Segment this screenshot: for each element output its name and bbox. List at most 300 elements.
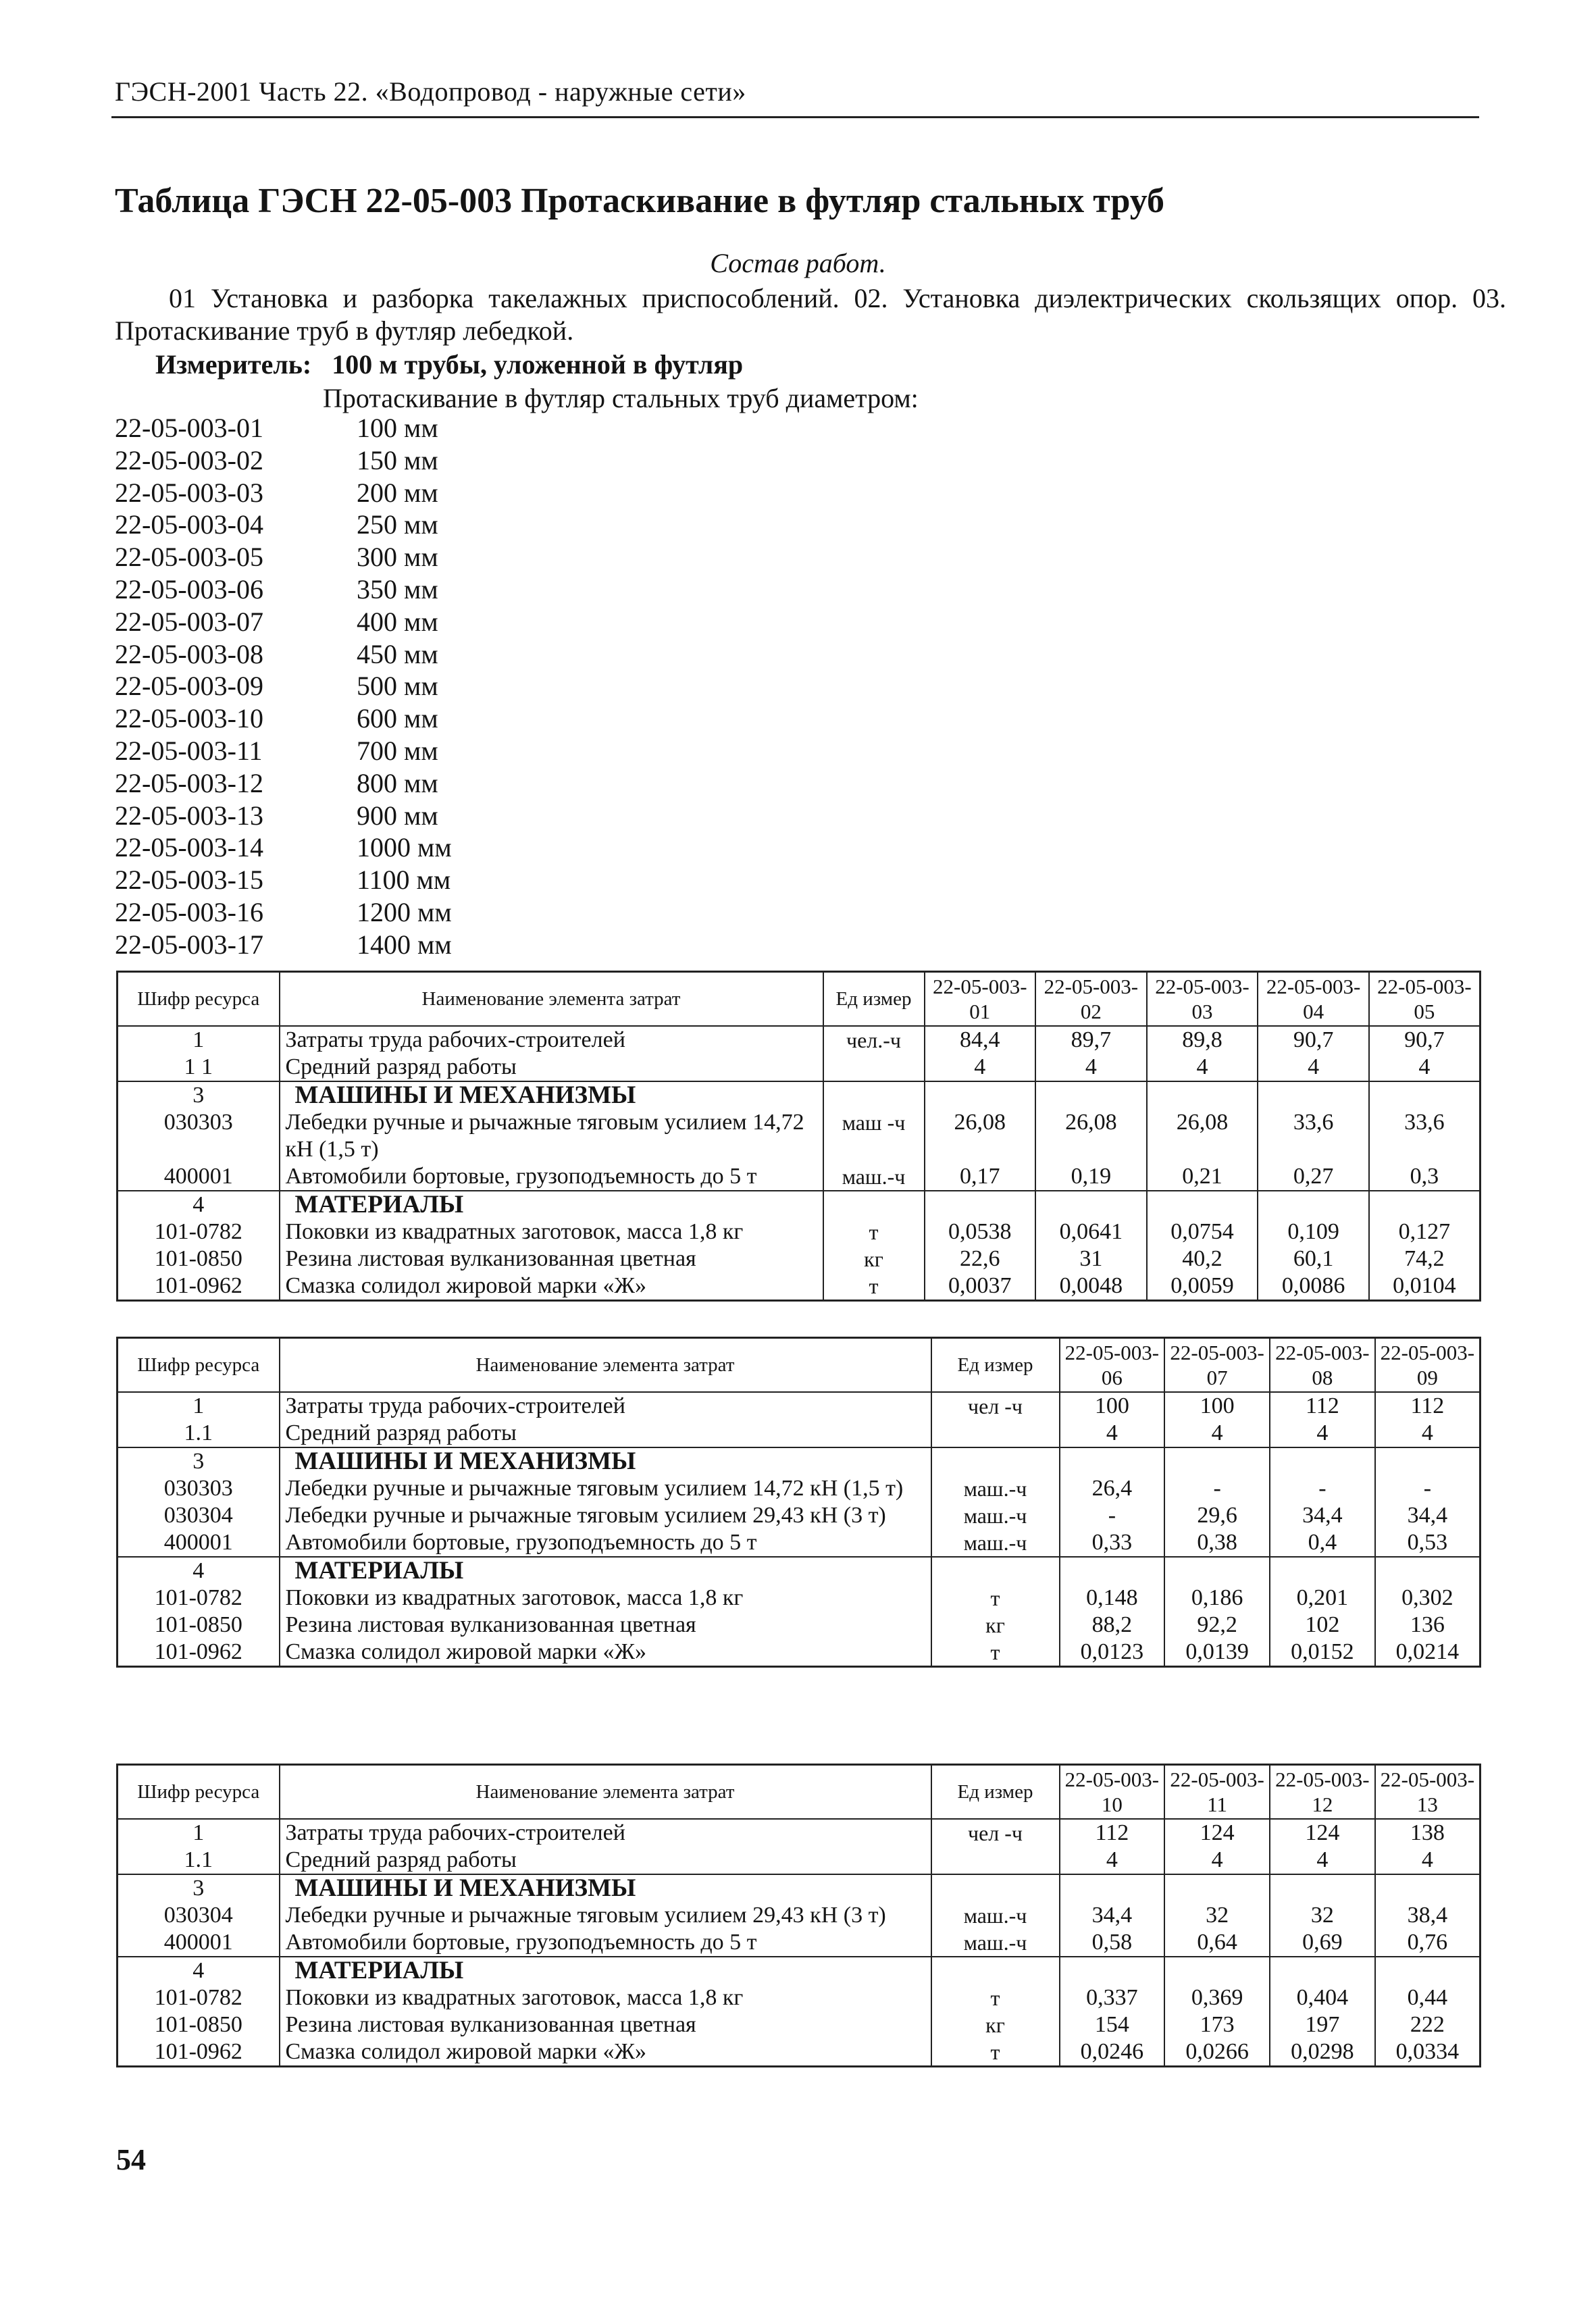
value-cell: 60,1 <box>1258 1245 1369 1272</box>
norm-code-row <box>115 606 588 638</box>
column-header-resource: Шифр ресурса <box>118 1765 280 1820</box>
value-cell: 4 <box>1375 1420 1481 1447</box>
value-cell: 32 <box>1270 1902 1375 1929</box>
unit-cell: маш.-ч <box>931 1475 1060 1502</box>
norm-code: 22-05-003-03 <box>115 477 263 508</box>
value-cell <box>1270 1957 1375 1984</box>
resource-name: Смазка солидол жировой марки «Ж» <box>280 1639 931 1667</box>
resource-code: 400001 <box>118 1929 280 1957</box>
value-cell: 0,3 <box>1369 1163 1481 1191</box>
resource-code: 1 1 <box>118 1054 280 1081</box>
value-cell <box>1375 1557 1481 1585</box>
column-header-unit: Ед измер <box>931 1765 1060 1820</box>
section-row <box>118 1557 1481 1585</box>
value-cell: 4 <box>1270 1420 1375 1447</box>
unit-cell <box>931 1447 1060 1475</box>
value-cell: 0,148 <box>1060 1585 1165 1612</box>
norm-code-row <box>115 444 588 477</box>
value-cell: 102 <box>1270 1612 1375 1639</box>
value-cell: 22,6 <box>925 1245 1036 1272</box>
value-cell <box>1258 1191 1369 1218</box>
value-cell: 0,0246 <box>1060 2038 1165 2067</box>
value-cell <box>1060 1447 1165 1475</box>
value-cell <box>925 1081 1036 1109</box>
unit-cell: маш.-ч <box>931 1902 1060 1929</box>
value-cell: 0,17 <box>925 1163 1036 1191</box>
section-row <box>118 1874 1481 1902</box>
norm-code: 22-05-003-14 <box>115 832 263 863</box>
unit-cell: маш.-ч <box>931 1502 1060 1529</box>
norm-code-row <box>115 412 588 444</box>
resource-name: Автомобили бортовые, грузоподъемность до 5 т <box>280 1529 931 1557</box>
resource-code: 030303 <box>118 1475 280 1502</box>
resource-code: 101-0782 <box>118 1984 280 2011</box>
measure-value: 100 м трубы, уложенной в футляр <box>332 349 744 380</box>
norm-code-row <box>115 638 588 671</box>
resource-name: Средний разряд работы <box>280 1847 931 1874</box>
value-cell <box>1147 1191 1258 1218</box>
norm-code: 22-05-003-16 <box>115 896 263 927</box>
unit-cell: т <box>931 1984 1060 2011</box>
column-header-resource: Шифр ресурса <box>118 972 280 1027</box>
value-cell <box>1369 1191 1481 1218</box>
unit-cell <box>931 1847 1060 1874</box>
page-number: 54 <box>116 2143 146 2176</box>
column-header-norm-code: 22-05-003-06 <box>1060 1338 1165 1393</box>
value-cell <box>1270 1557 1375 1585</box>
header-rule <box>111 116 1479 118</box>
value-cell: 100 <box>1060 1392 1165 1420</box>
value-cell: 124 <box>1270 1819 1375 1847</box>
norm-diameter: 250 мм <box>357 509 438 540</box>
norm-diameter: 700 мм <box>357 735 438 766</box>
resource-code: 3 <box>118 1874 280 1902</box>
value-cell: - <box>1270 1475 1375 1502</box>
section-row <box>118 1081 1481 1109</box>
value-cell: 29,6 <box>1164 1502 1270 1529</box>
value-cell: 124 <box>1164 1819 1270 1847</box>
norm-code: 22-05-003-01 <box>115 413 263 443</box>
value-cell <box>1060 1557 1165 1585</box>
resource-code: 1 <box>118 1026 280 1054</box>
resource-code: 030304 <box>118 1902 280 1929</box>
column-header-norm-code: 22-05-003-03 <box>1147 972 1258 1027</box>
resource-name: Лебедки ручные и рычажные тяговым усилием 29,43 кН (3 т) <box>280 1902 931 1929</box>
measure-label: Измеритель: <box>155 349 312 380</box>
unit-cell: кг <box>823 1245 925 1272</box>
column-header-name: Наименование элемента затрат <box>280 1338 931 1393</box>
value-cell: - <box>1164 1475 1270 1502</box>
value-cell <box>1270 1447 1375 1475</box>
resource-code: 101-0962 <box>118 1639 280 1667</box>
column-header-norm-code: 22-05-003-12 <box>1270 1765 1375 1820</box>
norm-code: 22-05-003-06 <box>115 573 263 605</box>
value-cell <box>1060 1874 1165 1902</box>
resource-table-1 <box>116 971 1481 1302</box>
value-cell: 222 <box>1375 2011 1481 2038</box>
value-cell: 0,69 <box>1270 1929 1375 1957</box>
norm-code: 22-05-003-11 <box>115 735 263 766</box>
value-cell: 4 <box>1147 1054 1258 1081</box>
value-cell <box>1060 1957 1165 1984</box>
value-cell: 0,38 <box>1164 1529 1270 1557</box>
value-cell: 0,127 <box>1369 1218 1481 1245</box>
value-cell: 0,4 <box>1270 1529 1375 1557</box>
table-row <box>118 1902 1481 1929</box>
value-cell: 0,0037 <box>925 1272 1036 1301</box>
norm-code-row <box>115 477 588 509</box>
value-cell: 90,7 <box>1369 1026 1481 1054</box>
table-row <box>118 1847 1481 1874</box>
table-row <box>118 1819 1481 1847</box>
value-cell: 0,76 <box>1375 1929 1481 1957</box>
resource-name: Лебедки ручные и рычажные тяговым усилием 29,43 кН (3 т) <box>280 1502 931 1529</box>
table-row <box>118 1612 1481 1639</box>
resource-name: Затраты труда рабочих-строителей <box>280 1819 931 1847</box>
value-cell: 0,21 <box>1147 1163 1258 1191</box>
resource-name: Поковки из квадратных заготовок, масса 1,8 кг <box>280 1984 931 2011</box>
norm-code: 22-05-003-02 <box>115 444 263 475</box>
column-header-norm-code: 22-05-003-04 <box>1258 972 1369 1027</box>
resource-code: 400001 <box>118 1163 280 1191</box>
value-cell: 0,369 <box>1164 1984 1270 2011</box>
resource-code: 101-0850 <box>118 1245 280 1272</box>
norm-code: 22-05-003-08 <box>115 638 263 669</box>
norm-diameter: 1400 мм <box>357 929 452 960</box>
table-row <box>118 1929 1481 1957</box>
value-cell <box>1164 1874 1270 1902</box>
value-cell <box>1375 1874 1481 1902</box>
value-cell: 100 <box>1164 1392 1270 1420</box>
resource-code: 1 <box>118 1392 280 1420</box>
column-header-name: Наименование элемента затрат <box>280 1765 931 1820</box>
norm-diameter: 350 мм <box>357 573 438 605</box>
value-cell: 31 <box>1035 1245 1147 1272</box>
value-cell: - <box>1060 1502 1165 1529</box>
norm-code-row <box>115 896 588 929</box>
value-cell <box>1258 1081 1369 1109</box>
value-cell: 74,2 <box>1369 1245 1481 1272</box>
norm-code-row <box>115 735 588 767</box>
unit-cell: кг <box>931 1612 1060 1639</box>
value-cell: 26,08 <box>1035 1109 1147 1163</box>
value-cell: 33,6 <box>1258 1109 1369 1163</box>
running-header: ГЭСН-2001 Часть 22. «Водопровод - наружные сети» <box>115 76 746 107</box>
value-cell: 4 <box>1369 1054 1481 1081</box>
value-cell <box>925 1191 1036 1218</box>
unit-cell <box>931 1957 1060 1984</box>
value-cell: 0,0139 <box>1164 1639 1270 1667</box>
table-row <box>118 1420 1481 1447</box>
column-header-norm-code: 22-05-003-05 <box>1369 972 1481 1027</box>
value-cell: 89,7 <box>1035 1026 1147 1054</box>
value-cell: 0,64 <box>1164 1929 1270 1957</box>
table-row <box>118 1502 1481 1529</box>
value-cell: 4 <box>1060 1420 1165 1447</box>
resource-name: Затраты труда рабочих-строителей <box>280 1026 823 1054</box>
value-cell: 154 <box>1060 2011 1165 2038</box>
norm-code-row <box>115 929 588 961</box>
section-title: МАШИНЫ И МЕХАНИЗМЫ <box>280 1081 823 1109</box>
value-cell: 173 <box>1164 2011 1270 2038</box>
value-cell: 0,44 <box>1375 1984 1481 2011</box>
norm-code: 22-05-003-17 <box>115 929 263 960</box>
unit-cell <box>823 1054 925 1081</box>
value-cell: 4 <box>1164 1847 1270 1874</box>
resource-name: Смазка солидол жировой марки «Ж» <box>280 1272 823 1301</box>
resource-name: Затраты труда рабочих-строителей <box>280 1392 931 1420</box>
table-row <box>118 1475 1481 1502</box>
value-cell: 0,337 <box>1060 1984 1165 2011</box>
value-cell: 4 <box>1060 1847 1165 1874</box>
table-row <box>118 1639 1481 1667</box>
value-cell <box>1147 1081 1258 1109</box>
value-cell: 34,4 <box>1270 1502 1375 1529</box>
value-cell: 0,201 <box>1270 1585 1375 1612</box>
norm-code-list <box>115 412 588 961</box>
resource-code: 101-0782 <box>118 1218 280 1245</box>
section-row <box>118 1957 1481 1984</box>
value-cell: 92,2 <box>1164 1612 1270 1639</box>
value-cell: 4 <box>1270 1847 1375 1874</box>
section-title: МАТЕРИАЛЫ <box>280 1957 931 1984</box>
norm-code: 22-05-003-04 <box>115 509 263 540</box>
resource-name: Лебедки ручные и рычажные тяговым усилием 14,72 кН (1,5 т) <box>280 1475 931 1502</box>
resource-name: Поковки из квадратных заготовок, масса 1,8 кг <box>280 1585 931 1612</box>
value-cell: 0,19 <box>1035 1163 1147 1191</box>
value-cell: 0,58 <box>1060 1929 1165 1957</box>
unit-cell: кг <box>931 2011 1060 2038</box>
norm-diameter: 1000 мм <box>357 832 452 863</box>
value-cell: 26,08 <box>925 1109 1036 1163</box>
norm-diameter: 150 мм <box>357 444 438 475</box>
value-cell <box>1375 1957 1481 1984</box>
resource-name: Резина листовая вулканизованная цветная <box>280 1245 823 1272</box>
unit-cell: маш.-ч <box>823 1163 925 1191</box>
unit-cell: чел -ч <box>931 1819 1060 1847</box>
table-row <box>118 1585 1481 1612</box>
section-row <box>118 1191 1481 1218</box>
norm-diameter: 500 мм <box>357 671 438 702</box>
unit-cell: чел.-ч <box>823 1026 925 1054</box>
value-cell: 0,33 <box>1060 1529 1165 1557</box>
value-cell <box>1164 1447 1270 1475</box>
value-cell: 89,8 <box>1147 1026 1258 1054</box>
value-cell: 32 <box>1164 1902 1270 1929</box>
unit-cell: т <box>931 1639 1060 1667</box>
norm-code-row <box>115 831 588 864</box>
value-cell: 0,0754 <box>1147 1218 1258 1245</box>
column-header-norm-code: 22-05-003-10 <box>1060 1765 1165 1820</box>
value-cell: 0,0334 <box>1375 2038 1481 2067</box>
unit-cell <box>823 1191 925 1218</box>
value-cell: 34,4 <box>1375 1502 1481 1529</box>
value-cell: 84,4 <box>925 1026 1036 1054</box>
table-row <box>118 1163 1481 1191</box>
value-cell: 112 <box>1060 1819 1165 1847</box>
norm-code: 22-05-003-07 <box>115 606 263 637</box>
value-cell: 90,7 <box>1258 1026 1369 1054</box>
value-cell: 88,2 <box>1060 1612 1165 1639</box>
resource-code: 1.1 <box>118 1847 280 1874</box>
resource-name: Смазка солидол жировой марки «Ж» <box>280 2038 931 2067</box>
table-row <box>118 1529 1481 1557</box>
value-cell <box>1270 1874 1375 1902</box>
resource-name: Средний разряд работы <box>280 1420 931 1447</box>
table-row <box>118 1272 1481 1301</box>
resource-name: Средний разряд работы <box>280 1054 823 1081</box>
value-cell <box>1035 1191 1147 1218</box>
value-cell <box>1164 1957 1270 1984</box>
value-cell: 4 <box>1164 1420 1270 1447</box>
unit-cell <box>823 1081 925 1109</box>
resource-name: Резина листовая вулканизованная цветная <box>280 2011 931 2038</box>
norm-diameter: 200 мм <box>357 477 438 508</box>
resource-code: 4 <box>118 1557 280 1585</box>
norm-code-row <box>115 767 588 800</box>
table-header-row <box>118 1338 1481 1393</box>
value-cell: 4 <box>1035 1054 1147 1081</box>
column-header-resource: Шифр ресурса <box>118 1338 280 1393</box>
table-row <box>118 1109 1481 1163</box>
resource-code: 101-0782 <box>118 1585 280 1612</box>
value-cell: 112 <box>1375 1392 1481 1420</box>
norm-code: 22-05-003-09 <box>115 671 263 702</box>
value-cell <box>1035 1081 1147 1109</box>
value-cell: 136 <box>1375 1612 1481 1639</box>
norm-code-row <box>115 864 588 896</box>
table-row <box>118 2011 1481 2038</box>
resource-name: Лебедки ручные и рычажные тяговым усилием 14,72 кН (1,5 т) <box>280 1109 823 1163</box>
resource-table-2 <box>116 1337 1481 1668</box>
table-row <box>118 1392 1481 1420</box>
norm-code: 22-05-003-13 <box>115 800 263 831</box>
resource-code: 4 <box>118 1957 280 1984</box>
value-cell: 0,0641 <box>1035 1218 1147 1245</box>
table-row <box>118 1245 1481 1272</box>
norm-diameter: 1100 мм <box>357 865 451 896</box>
resource-code: 3 <box>118 1081 280 1109</box>
value-cell: 34,4 <box>1060 1902 1165 1929</box>
value-cell: 0,0152 <box>1270 1639 1375 1667</box>
resource-code: 030304 <box>118 1502 280 1529</box>
norm-diameter: 100 мм <box>357 413 438 443</box>
value-cell: 138 <box>1375 1819 1481 1847</box>
unit-cell <box>931 1874 1060 1902</box>
norm-diameter: 1200 мм <box>357 896 452 927</box>
value-cell: 4 <box>925 1054 1036 1081</box>
value-cell: 4 <box>1375 1847 1481 1874</box>
value-cell: 0,186 <box>1164 1585 1270 1612</box>
table-row <box>118 1984 1481 2011</box>
norm-diameter: 400 мм <box>357 606 438 637</box>
value-cell: 0,0298 <box>1270 2038 1375 2067</box>
resource-name: Автомобили бортовые, грузоподъемность до 5 т <box>280 1163 823 1191</box>
diameter-intro: Протаскивание в футляр стальных труб диаметром: <box>323 383 919 413</box>
resource-code: 3 <box>118 1447 280 1475</box>
value-cell: 26,08 <box>1147 1109 1258 1163</box>
value-cell: 0,0123 <box>1060 1639 1165 1667</box>
resource-code: 101-0850 <box>118 2011 280 2038</box>
work-composition-heading: Состав работ. <box>710 248 886 278</box>
unit-cell <box>931 1420 1060 1447</box>
value-cell <box>1369 1081 1481 1109</box>
table-row <box>118 1054 1481 1081</box>
unit-cell: чел -ч <box>931 1392 1060 1420</box>
section-row <box>118 1447 1481 1475</box>
value-cell: - <box>1375 1475 1481 1502</box>
value-cell: 0,0048 <box>1035 1272 1147 1301</box>
column-header-norm-code: 22-05-003-07 <box>1164 1338 1270 1393</box>
norm-diameter: 800 мм <box>357 767 438 798</box>
value-cell: 0,0059 <box>1147 1272 1258 1301</box>
norm-code: 22-05-003-12 <box>115 767 263 798</box>
value-cell: 38,4 <box>1375 1902 1481 1929</box>
table-title: Таблица ГЭСН 22-05-003 Протаскивание в футляр стальных труб <box>115 182 1165 220</box>
value-cell <box>1375 1447 1481 1475</box>
value-cell: 40,2 <box>1147 1245 1258 1272</box>
resource-code: 400001 <box>118 1529 280 1557</box>
column-header-norm-code: 22-05-003-11 <box>1164 1765 1270 1820</box>
norm-diameter: 900 мм <box>357 800 438 831</box>
value-cell: 0,0266 <box>1164 2038 1270 2067</box>
unit-cell: т <box>823 1218 925 1245</box>
value-cell: 0,302 <box>1375 1585 1481 1612</box>
value-cell: 26,4 <box>1060 1475 1165 1502</box>
norm-code-row <box>115 541 588 573</box>
table-header-row <box>118 1765 1481 1820</box>
table-row <box>118 1026 1481 1054</box>
work-composition-text: 01 Установка и разборка такелажных приспособлений. 02. Установка диэлектрических скользящих опор. 03. Протаскивание труб в футляр лебедкой. <box>115 283 1506 346</box>
norm-diameter: 300 мм <box>357 542 438 573</box>
norm-code-row <box>115 573 588 606</box>
column-header-norm-code: 22-05-003-08 <box>1270 1338 1375 1393</box>
value-cell: 4 <box>1258 1054 1369 1081</box>
table-row <box>118 2038 1481 2067</box>
section-title: МАШИНЫ И МЕХАНИЗМЫ <box>280 1447 931 1475</box>
value-cell: 197 <box>1270 2011 1375 2038</box>
resource-code: 4 <box>118 1191 280 1218</box>
norm-code: 22-05-003-15 <box>115 865 263 896</box>
unit-cell <box>931 1557 1060 1585</box>
value-cell: 0,404 <box>1270 1984 1375 2011</box>
column-header-norm-code: 22-05-003-09 <box>1375 1338 1481 1393</box>
column-header-name: Наименование элемента затрат <box>280 972 823 1027</box>
value-cell: 0,27 <box>1258 1163 1369 1191</box>
unit-cell: т <box>823 1272 925 1301</box>
resource-code: 1.1 <box>118 1420 280 1447</box>
norm-code: 22-05-003-05 <box>115 542 263 573</box>
section-title: МАТЕРИАЛЫ <box>280 1191 823 1218</box>
unit-cell: т <box>931 2038 1060 2067</box>
unit-cell: маш -ч <box>823 1109 925 1163</box>
unit-cell: маш.-ч <box>931 1929 1060 1957</box>
measure-line <box>155 349 743 380</box>
column-header-norm-code: 22-05-003-01 <box>925 972 1036 1027</box>
table-header-row <box>118 972 1481 1027</box>
value-cell: 0,0086 <box>1258 1272 1369 1301</box>
resource-name: Поковки из квадратных заготовок, масса 1,8 кг <box>280 1218 823 1245</box>
unit-cell: маш.-ч <box>931 1529 1060 1557</box>
section-title: МАШИНЫ И МЕХАНИЗМЫ <box>280 1874 931 1902</box>
column-header-unit: Ед измер <box>931 1338 1060 1393</box>
resource-code: 1 <box>118 1819 280 1847</box>
section-title: МАТЕРИАЛЫ <box>280 1557 931 1585</box>
table-row <box>118 1218 1481 1245</box>
value-cell: 112 <box>1270 1392 1375 1420</box>
value-cell <box>1164 1557 1270 1585</box>
norm-code-row <box>115 670 588 702</box>
